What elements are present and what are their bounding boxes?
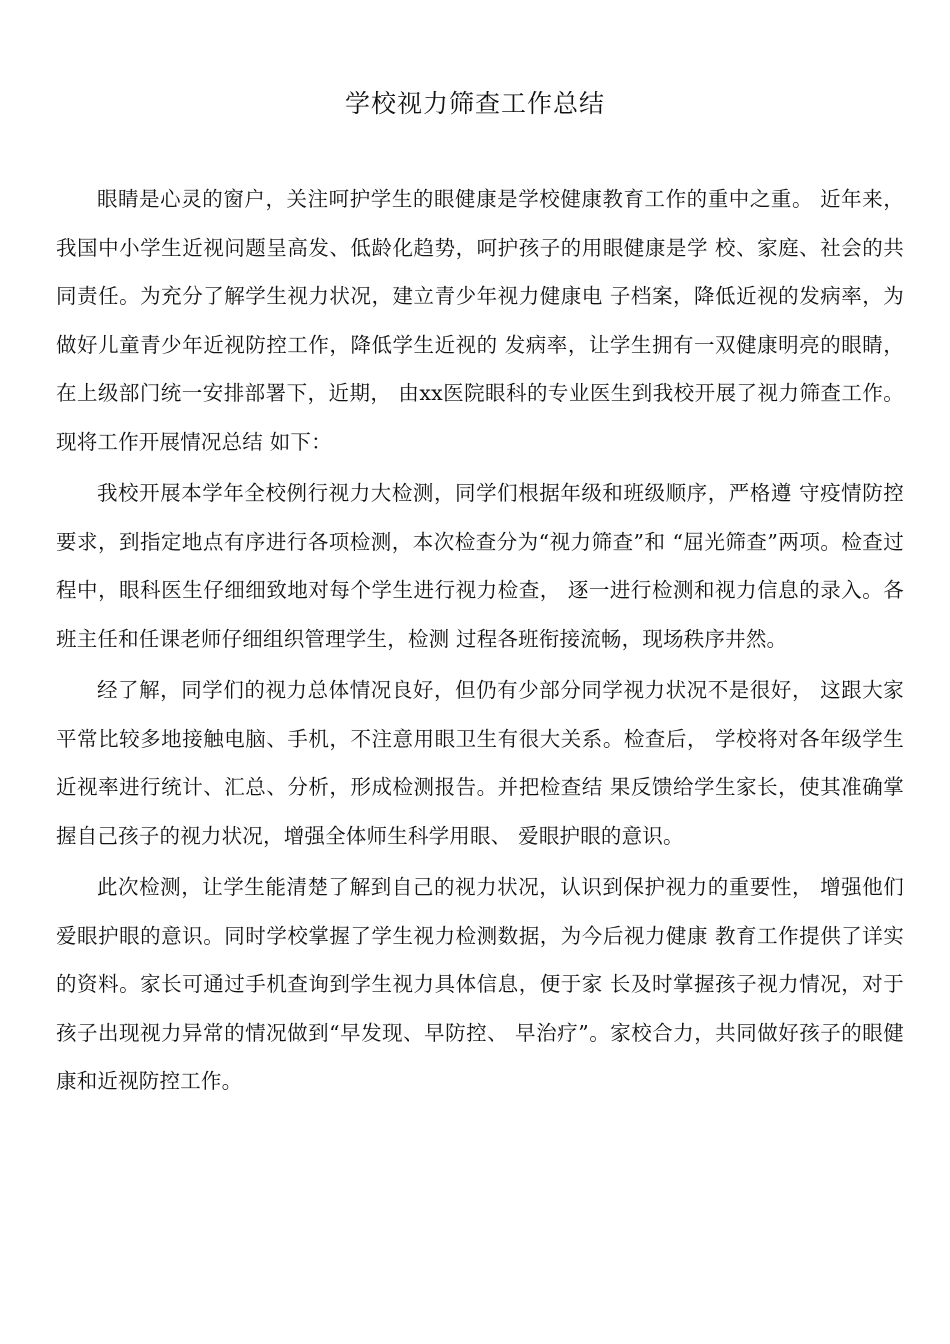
document-title: 学校视力筛查工作总结 [344,89,605,118]
paragraph-results: 经了解，同学们的视力总体情况良好，但仍有少部分同学视力状况不是很好， 这跟大家平常比较多地接触电脑、手机，不注意用眼卫生有很大关系。检查后， 学校将对各年级学生近视率进行统计、汇总、分析，形成检测报告。并把检查结 果反馈给学生家长，使其准确掌握自己孩子的视力状况，增强全体师生科学用眼、 爱眼护眼的意识。 [56,678,904,848]
paragraph-conclusion: 此次检测，让学生能清楚了解到自己的视力状况，认识到保护视力的重要性， 增强他们爱眼护眼的意识。同时学校掌握了学生视力检测数据，为今后视力健康 教育工作提供了详实的资料。家长可通过手机查询到学生视力具体信息，便于家 长及时掌握孩子视力情况，对于孩子出现视力异常的情况做到“早发现、早防控、 早治疗”。家校合力，共同做好孩子的眼健康和近视防控工作。 [56,875,904,1093]
document-body [56,175,904,1109]
paragraph-intro: 眼睛是心灵的窗户，关注呵护学生的眼健康是学校健康教育工作的重中之重。 近年来，我国中小学生近视问题呈高发、低龄化趋势，呵护孩子的用眼健康是学 校、家庭、社会的共同责任。为充分了解学生视力状况，建立青少年视力健康电 子档案，降低近视的发病率，为做好儿童青少年近视防控工作，降低学生近视的 发病率，让学生拥有一双健康明亮的眼睛，在上级部门统一安排部署下，近期， 由xx医院眼科的专业医生到我校开展了视力筛查工作。现将工作开展情况总结 如下： [56,187,904,454]
paragraph-screening-process: 我校开展本学年全校例行视力大检测，同学们根据年级和班级顺序，严格遵 守疫情防控要求，到指定地点有序进行各项检测，本次检查分为“视力筛查”和 “屈光筛查”两项。检查过程中，眼科医生仔细细致地对每个学生进行视力检查， 逐一进行检测和视力信息的录入。各班主任和任课老师仔细组织管理学生，检测 过程各班衔接流畅，现场秩序井然。 [56,481,904,651]
